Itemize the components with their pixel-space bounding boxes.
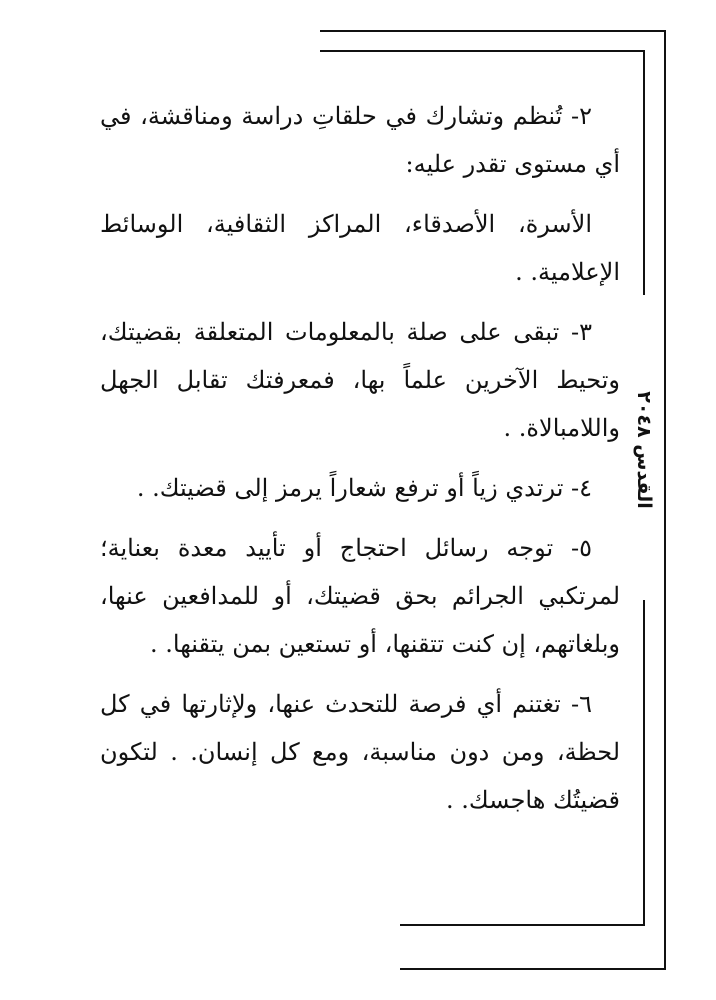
paragraph-list: الأسرة، الأصدقاء، المراكز الثقافية، الوسائط الإعلامية. . (100, 210, 620, 286)
paragraph-item-4: ٤- ترتدي زياً أو ترفع شعاراً يرمز إلى قضيتك. . (136, 474, 592, 502)
frame-bottom-outer-line (400, 968, 666, 970)
paragraph-item-5: ٥- توجه رسائل احتجاج أو تأييد معدة بعناية؛ لمرتكبي الجرائم بحق قضيتك، أو للمدافعين عنها، وبلغاتهم، إن كنت تتقنها، أو تستعين بمن يتقنها. . (100, 534, 620, 658)
page-body (100, 92, 620, 836)
paragraph-item-6: ٦- تغتنم أي فرصة للتحدث عنها، ولإثارتها في كل لحظة، ومن دون مناسبة، ومع كل إنسان. . لتكون قضيتُك هاجسك. . (100, 690, 620, 814)
running-header (633, 300, 655, 600)
paragraph-item-3: ٣- تبقى على صلة بالمعلومات المتعلقة بقضيتك، وتحيط الآخرين علماً بها، فمعرفتك تقابل الجهل واللامبالاة. . (100, 318, 620, 442)
frame-right-inner-line-upper (643, 50, 645, 295)
frame-top-outer-line (320, 30, 665, 32)
frame-top-inner-line (320, 50, 644, 52)
frame-right-outer-line (664, 30, 666, 970)
frame-right-inner-line-lower (643, 600, 645, 925)
frame-bottom-inner-line (400, 924, 645, 926)
running-header-text: القدس ٢٠٤٨ (633, 391, 655, 509)
paragraph-item-2: ٢- تُنظم وتشارك في حلقاتِ دراسة ومناقشة، في أي مستوى تقدر عليه: (100, 102, 620, 178)
